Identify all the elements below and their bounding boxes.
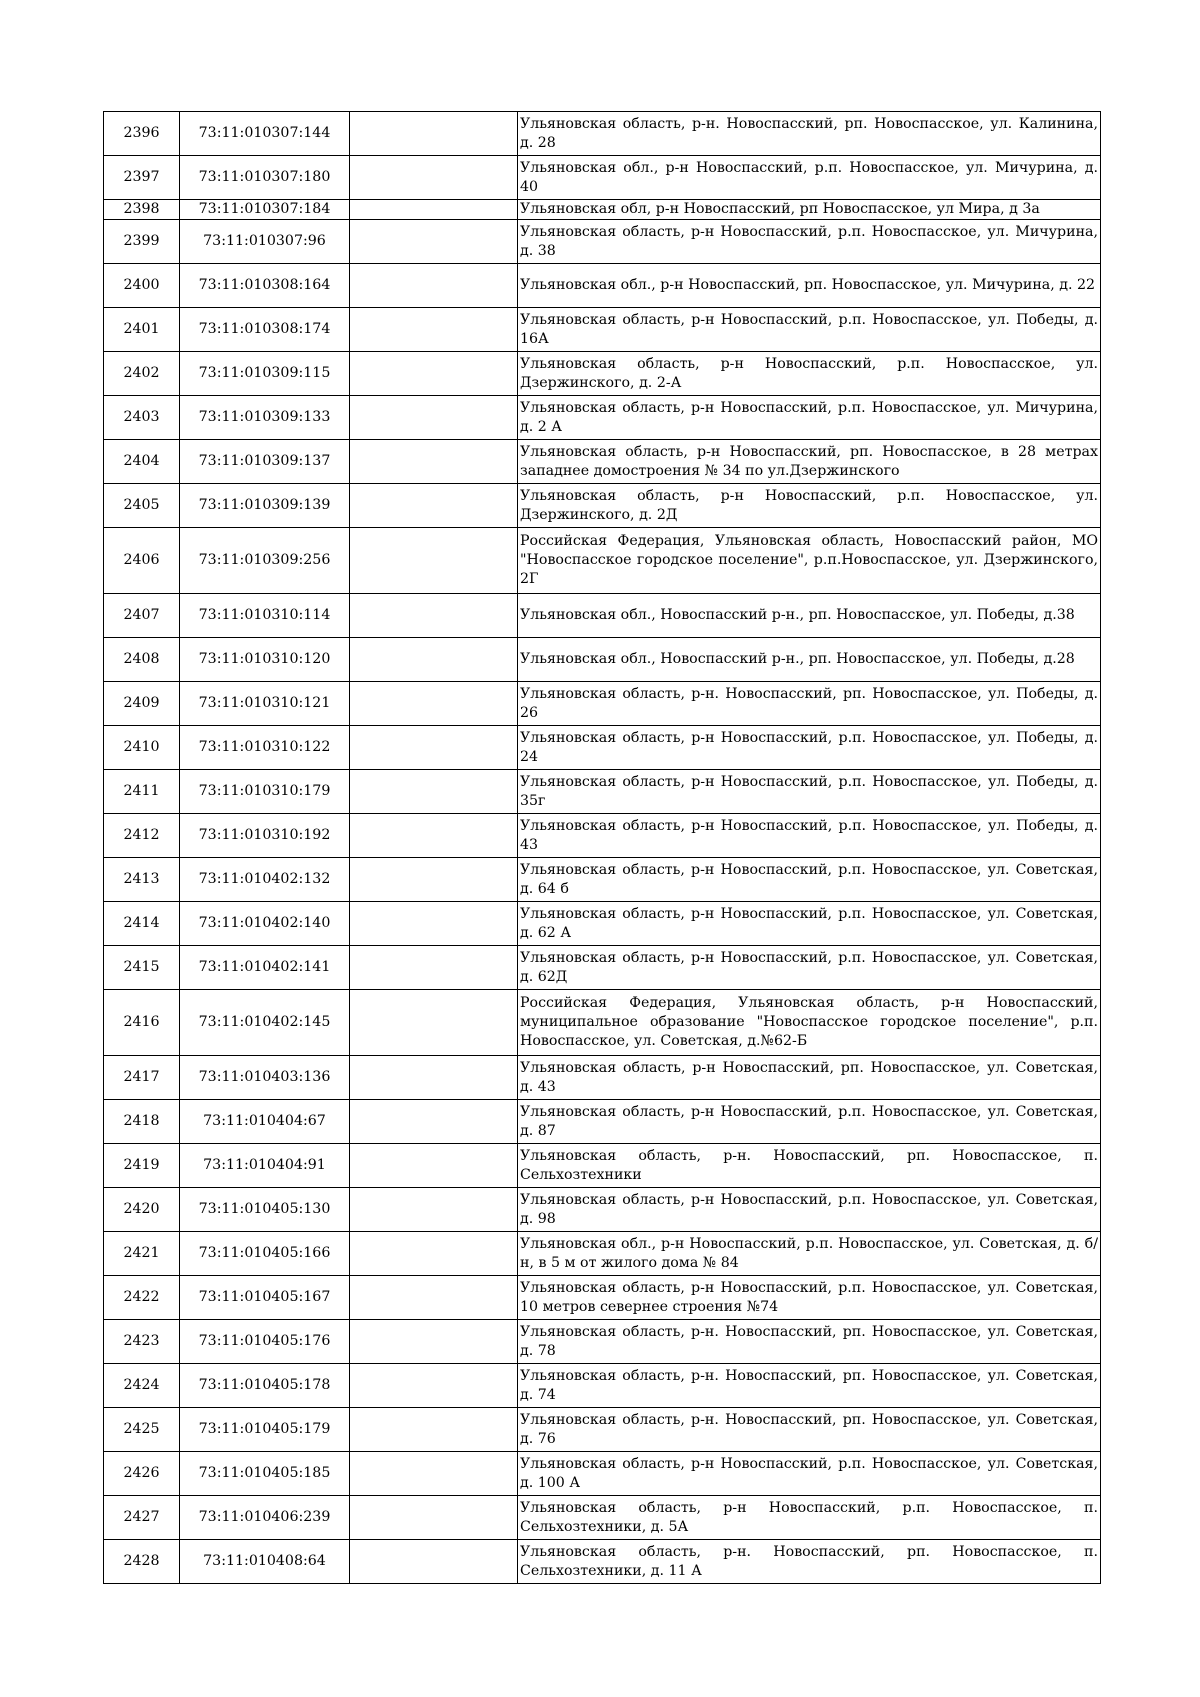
row-number-cell: 2422 [104,1276,180,1320]
address-cell: Ульяновская обл., р-н Новоспасский, р.п. Новоспасское, ул. Мичурина, д. 40 [518,156,1101,200]
table-row [104,352,1101,396]
empty-cell [350,1540,518,1584]
row-number-cell: 2412 [104,814,180,858]
empty-cell [350,858,518,902]
row-number-cell: 2396 [104,112,180,156]
row-number-cell: 2424 [104,1364,180,1408]
cadastral-number-cell: 73:11:010406:239 [180,1496,350,1540]
empty-cell [350,990,518,1056]
row-number-cell: 2417 [104,1056,180,1100]
empty-cell [350,484,518,528]
row-number-cell: 2411 [104,770,180,814]
table-row [104,1496,1101,1540]
empty-cell [350,308,518,352]
cadastral-number-cell: 73:11:010309:256 [180,528,350,594]
cadastral-number-cell: 73:11:010308:174 [180,308,350,352]
address-cell: Ульяновская область, р-н Новоспасский, р.п. Новоспасское, ул. Советская, 10 метров севернее строения №74 [518,1276,1101,1320]
table-row [104,528,1101,594]
address-cell: Ульяновская область, р-н Новоспасский, р.п. Новоспасское, ул. Советская, д. 62Д [518,946,1101,990]
row-number-cell: 2421 [104,1232,180,1276]
row-number-cell: 2402 [104,352,180,396]
cadastral-number-cell: 73:11:010405:176 [180,1320,350,1364]
empty-cell [350,1276,518,1320]
row-number-cell: 2426 [104,1452,180,1496]
address-cell: Ульяновская обл., Новоспасский р-н., рп. Новоспасское, ул. Победы, д.28 [518,638,1101,682]
row-number-cell: 2418 [104,1100,180,1144]
table-row [104,1540,1101,1584]
table-row [104,220,1101,264]
table-row [104,814,1101,858]
cadastral-number-cell: 73:11:010310:121 [180,682,350,726]
row-number-cell: 2427 [104,1496,180,1540]
cadastral-number-cell: 73:11:010309:115 [180,352,350,396]
row-number-cell: 2428 [104,1540,180,1584]
table-row [104,308,1101,352]
table-row [104,638,1101,682]
address-cell: Ульяновская область, р-н Новоспасский, р.п. Новоспасское, ул. Советская, д. 100 А [518,1452,1101,1496]
empty-cell [350,726,518,770]
cadastral-number-cell: 73:11:010307:184 [180,200,350,220]
row-number-cell: 2410 [104,726,180,770]
table-row [104,484,1101,528]
table-row [104,1364,1101,1408]
cadastral-number-cell: 73:11:010405:166 [180,1232,350,1276]
cadastral-number-cell: 73:11:010402:141 [180,946,350,990]
table-row [104,1232,1101,1276]
empty-cell [350,594,518,638]
register-table [103,111,1101,1584]
table-row [104,1100,1101,1144]
empty-cell [350,1364,518,1408]
row-number-cell: 2413 [104,858,180,902]
cadastral-number-cell: 73:11:010310:120 [180,638,350,682]
table-row [104,440,1101,484]
address-cell: Ульяновская область, р-н Новоспасский, р.п. Новоспасское, ул. Победы, д. 16А [518,308,1101,352]
row-number-cell: 2401 [104,308,180,352]
row-number-cell: 2405 [104,484,180,528]
row-number-cell: 2409 [104,682,180,726]
address-cell: Ульяновская область, р-н. Новоспасский, рп. Новоспасское, п. Сельхозтехники, д. 11 А [518,1540,1101,1584]
address-cell: Ульяновская область, р-н. Новоспасский, рп. Новоспасское, ул. Советская, д. 74 [518,1364,1101,1408]
table-row [104,682,1101,726]
empty-cell [350,396,518,440]
register-table-body [104,112,1101,1584]
row-number-cell: 2425 [104,1408,180,1452]
empty-cell [350,1320,518,1364]
address-cell: Ульяновская область, р-н Новоспасский, р.п. Новоспасское, п. Сельхозтехники, д. 5А [518,1496,1101,1540]
empty-cell [350,352,518,396]
address-cell: Ульяновская обл., р-н Новоспасский, р.п. Новоспасское, ул. Советская, д. б/н, в 5 м от жилого дома № 84 [518,1232,1101,1276]
cadastral-number-cell: 73:11:010405:130 [180,1188,350,1232]
empty-cell [350,528,518,594]
empty-cell [350,1452,518,1496]
address-cell: Ульяновская область, р-н Новоспасский, р.п. Новоспасское, ул. Советская, д. 98 [518,1188,1101,1232]
address-cell: Ульяновская область, р-н. Новоспасский, рп. Новоспасское, ул. Победы, д. 26 [518,682,1101,726]
table-row [104,396,1101,440]
address-cell: Ульяновская обл, р-н Новоспасский, рп Новоспасское, ул Мира, д 3а [518,200,1101,220]
empty-cell [350,682,518,726]
cadastral-number-cell: 73:11:010405:178 [180,1364,350,1408]
row-number-cell: 2423 [104,1320,180,1364]
address-cell: Ульяновская область, р-н Новоспасский, р.п. Новоспасское, ул. Мичурина, д. 38 [518,220,1101,264]
address-cell: Ульяновская область, р-н Новоспасский, рп. Новоспасское, ул. Советская, д. 43 [518,1056,1101,1100]
address-cell: Ульяновская область, р-н. Новоспасский, рп. Новоспасское, ул. Советская, д. 78 [518,1320,1101,1364]
empty-cell [350,220,518,264]
empty-cell [350,112,518,156]
address-cell: Ульяновская область, р-н Новоспасский, р.п. Новоспасское, ул. Победы, д. 35г [518,770,1101,814]
empty-cell [350,638,518,682]
cadastral-number-cell: 73:11:010307:144 [180,112,350,156]
cadastral-number-cell: 73:11:010402:132 [180,858,350,902]
cadastral-number-cell: 73:11:010309:133 [180,396,350,440]
address-cell: Ульяновская область, р-н Новоспасский, р.п. Новоспасское, ул. Победы, д. 43 [518,814,1101,858]
table-row [104,990,1101,1056]
table-row [104,1144,1101,1188]
row-number-cell: 2398 [104,200,180,220]
cadastral-number-cell: 73:11:010408:64 [180,1540,350,1584]
cadastral-number-cell: 73:11:010404:91 [180,1144,350,1188]
address-cell: Ульяновская область, р-н Новоспасский, р.п. Новоспасское, ул. Победы, д. 24 [518,726,1101,770]
row-number-cell: 2403 [104,396,180,440]
row-number-cell: 2407 [104,594,180,638]
address-cell: Ульяновская область, р-н Новоспасский, р.п. Новоспасское, ул. Советская, д. 62 А [518,902,1101,946]
row-number-cell: 2420 [104,1188,180,1232]
address-cell: Ульяновская область, р-н Новоспасский, р.п. Новоспасское, ул. Мичурина, д. 2 А [518,396,1101,440]
table-row [104,1452,1101,1496]
empty-cell [350,814,518,858]
address-cell: Ульяновская обл., р-н Новоспасский, рп. Новоспасское, ул. Мичурина, д. 22 [518,264,1101,308]
empty-cell [350,1056,518,1100]
cadastral-number-cell: 73:11:010402:140 [180,902,350,946]
empty-cell [350,1100,518,1144]
row-number-cell: 2408 [104,638,180,682]
empty-cell [350,156,518,200]
address-cell: Ульяновская область, р-н. Новоспасский, рп. Новоспасское, ул. Калинина, д. 28 [518,112,1101,156]
empty-cell [350,1188,518,1232]
empty-cell [350,1232,518,1276]
cadastral-number-cell: 73:11:010405:179 [180,1408,350,1452]
cadastral-number-cell: 73:11:010310:192 [180,814,350,858]
row-number-cell: 2419 [104,1144,180,1188]
cadastral-number-cell: 73:11:010309:137 [180,440,350,484]
cadastral-number-cell: 73:11:010405:185 [180,1452,350,1496]
address-cell: Ульяновская обл., Новоспасский р-н., рп. Новоспасское, ул. Победы, д.38 [518,594,1101,638]
row-number-cell: 2416 [104,990,180,1056]
address-cell: Ульяновская область, р-н Новоспасский, р.п. Новоспасское, ул. Советская, д. 87 [518,1100,1101,1144]
row-number-cell: 2414 [104,902,180,946]
empty-cell [350,902,518,946]
cadastral-number-cell: 73:11:010310:114 [180,594,350,638]
table-row [104,902,1101,946]
row-number-cell: 2397 [104,156,180,200]
address-cell: Ульяновская область, р-н Новоспасский, р.п. Новоспасское, ул. Советская, д. 64 б [518,858,1101,902]
table-row [104,1056,1101,1100]
table-row [104,264,1101,308]
table-row [104,726,1101,770]
row-number-cell: 2399 [104,220,180,264]
cadastral-number-cell: 73:11:010307:180 [180,156,350,200]
table-row [104,112,1101,156]
address-cell: Ульяновская область, р-н. Новоспасский, рп. Новоспасское, п. Сельхозтехники [518,1144,1101,1188]
cadastral-number-cell: 73:11:010309:139 [180,484,350,528]
table-row [104,200,1101,220]
address-cell: Российская Федерация, Ульяновская область, р-н Новоспасский, муниципальное образование "Новоспасское городское поселение", р.п. Новоспасское, ул. Советская, д.№62-Б [518,990,1101,1056]
table-row [104,156,1101,200]
empty-cell [350,1408,518,1452]
table-row [104,858,1101,902]
table-row [104,1408,1101,1452]
cadastral-number-cell: 73:11:010307:96 [180,220,350,264]
empty-cell [350,1496,518,1540]
table-row [104,1276,1101,1320]
address-cell: Российская Федерация, Ульяновская область, Новоспасский район, МО "Новоспасское городское поселение", р.п.Новоспасское, ул. Дзержинского, 2Г [518,528,1101,594]
address-cell: Ульяновская область, р-н Новоспасский, р.п. Новоспасское, ул. Дзержинского, д. 2Д [518,484,1101,528]
cadastral-number-cell: 73:11:010405:167 [180,1276,350,1320]
empty-cell [350,200,518,220]
table-row [104,946,1101,990]
empty-cell [350,946,518,990]
cadastral-number-cell: 73:11:010310:179 [180,770,350,814]
cadastral-number-cell: 73:11:010402:145 [180,990,350,1056]
row-number-cell: 2415 [104,946,180,990]
table-row [104,594,1101,638]
address-cell: Ульяновская область, р-н. Новоспасский, рп. Новоспасское, ул. Советская, д. 76 [518,1408,1101,1452]
address-cell: Ульяновская область, р-н Новоспасский, рп. Новоспасское, в 28 метрах западнее домостроения № 34 по ул.Дзержинского [518,440,1101,484]
cadastral-number-cell: 73:11:010404:67 [180,1100,350,1144]
table-row [104,770,1101,814]
address-cell: Ульяновская область, р-н Новоспасский, р.п. Новоспасское, ул. Дзержинского, д. 2-А [518,352,1101,396]
table-row [104,1320,1101,1364]
empty-cell [350,264,518,308]
cadastral-number-cell: 73:11:010308:164 [180,264,350,308]
cadastral-number-cell: 73:11:010403:136 [180,1056,350,1100]
cadastral-number-cell: 73:11:010310:122 [180,726,350,770]
empty-cell [350,770,518,814]
empty-cell [350,440,518,484]
row-number-cell: 2400 [104,264,180,308]
row-number-cell: 2404 [104,440,180,484]
table-row [104,1188,1101,1232]
empty-cell [350,1144,518,1188]
row-number-cell: 2406 [104,528,180,594]
